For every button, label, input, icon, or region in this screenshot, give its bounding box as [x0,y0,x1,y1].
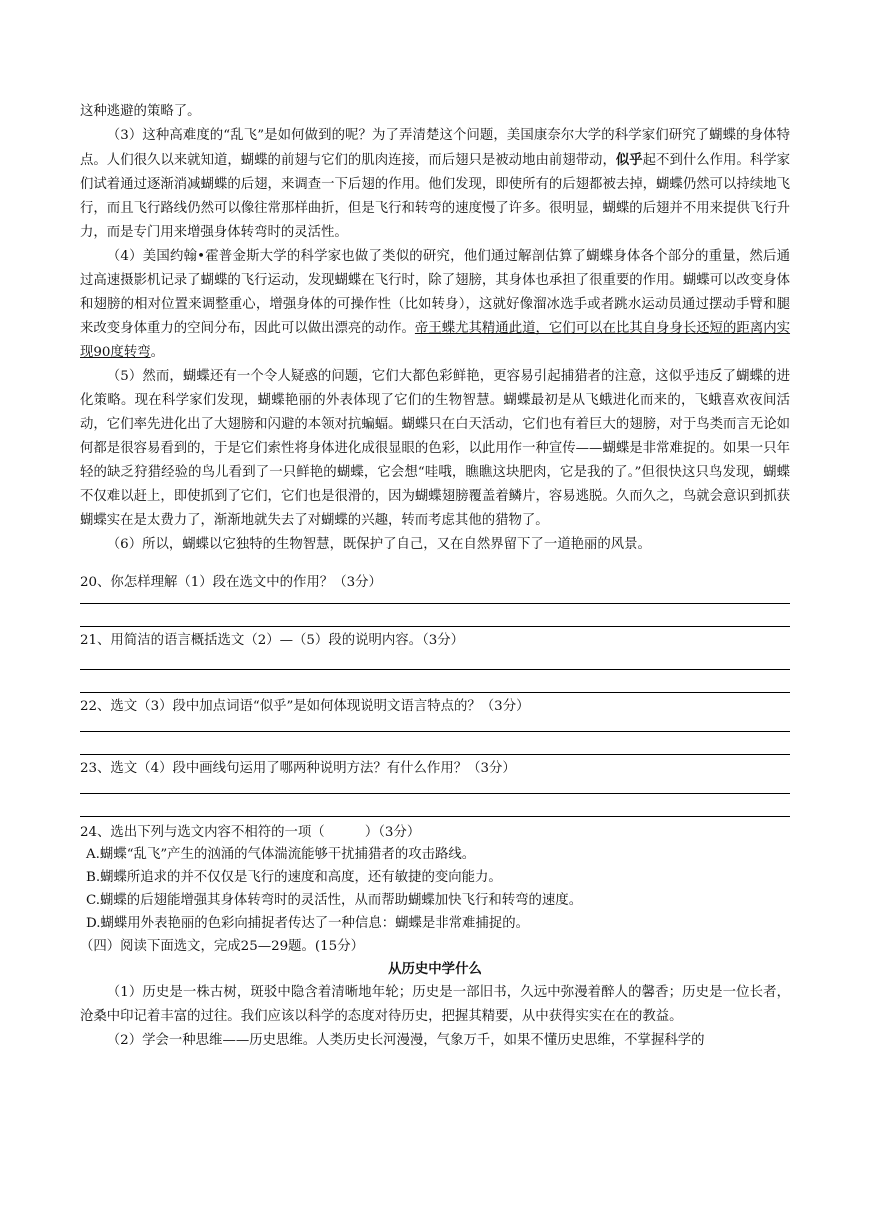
dotted-word-sihu: 似乎 [615,152,643,168]
passage-paragraph-0: 这种逃避的策略了。 [80,104,201,119]
question-23: 23、选文（4）段中画线句运用了哪两种说明方法？有什么作用？（3分） [80,761,516,776]
option-b[interactable]: B.蝴蝶所追求的并不仅仅是飞行的速度和高度，还有敏捷的变向能力。 [86,870,502,885]
section-4-intro: （四）阅读下面选文，完成25—29题。(15分） [80,939,364,954]
paragraph-3-text-b: 起不到什么作用。科学家们试着通过逐渐消减蝴蝶的后翅，来调查一下后翅的作用。他们发现，即使所有的后翅都被去掉，蝴蝶仍然可以持续地飞行，而且飞行路线仍然可以像往常那样曲折，但是飞行和转弯的速度慢了许多。很明显，蝴蝶的后翅并不用来提供飞行升力，而是专门用来增强身体转弯时的灵活性。 [80,153,791,240]
article-title: 从历史中学什么 [388,962,482,977]
question-24: 24、选出下列与选文内容不相符的一项（ ）（3分） [80,825,421,840]
question-21: 21、用简洁的语言概括选文（2）—（5）段的说明内容。（3分） [80,633,465,648]
passage-paragraph-6: （6）所以，蝴蝶以它独特的生物智慧，既保护了自己，又在自然界留下了一道艳丽的风景。 [106,537,651,552]
paragraph-4-end: 。 [150,345,164,360]
paragraph-4-text: （4）美国约翰•霍普金斯大学的科学家也做了类似的研究，他们通过解剖估算了蝴蝶身体各个部分的重量，然后通过高速摄影机记录了蝴蝶的飞行运动，发现蝴蝶在飞行时，除了翅膀，其身体也承担了很重要的作用。蝴蝶可以改变身体和翅膀的相对位置来调整重心，增强身体的可操作性（比如转身），这就好像溜冰选手或者跳水运动员通过摆动手臂和腿来改变身体重力的空间分布，因此可以做出漂亮的动作。 [80,249,790,336]
option-d[interactable]: D.蝴蝶用外表艳丽的色彩向捕捉者传达了一种信息：蝴蝶是非常难捕捉的。 [86,916,530,931]
section-4-paragraph-1: （1）历史是一株古树，斑驳中隐含着清晰地年轮；历史是一部旧书，久远中弥漫着醉人的馨香；历史是一位长者，沧桑中印记着丰富的过往。我们应该以科学的态度对待历史，把握其精要，从中获得实实在在的教益。 [80,985,790,1024]
section-4-paragraph-2: （2）学会一种思维——历史思维。人类历史长河漫漫，气象万千，如果不懂历史思维，不掌握科学的 [106,1033,705,1048]
paragraph-3-text-a: （3）这种高难度的“乱飞”是如何做到的呢？为了弄清楚这个问题，美国康奈尔大学的科学家们研究了蝴蝶的身体特点。人们很久以来就知道，蝴蝶的前翅与它们的肌肉连接，而后翅只是被动地由前翅带动， [80,128,790,168]
question-22: 22、选文（3）段中加点词语“似乎”是如何体现说明文语言特点的？（3分） [80,699,530,714]
passage-paragraph-5: （5）然而，蝴蝶还有一个令人疑惑的问题，它们大都色彩鲜艳，更容易引起捕猎者的注意，这似乎违反了蝴蝶的进化策略。现在科学家们发现，蝴蝶艳丽的外表体现了它们的生物智慧。蝴蝶最初是从飞蛾进化而来的，飞蛾喜欢夜间活动，它们率先进化出了大翅膀和闪避的本领对抗蝙蝠。蝴蝶只在白天活动，它们也有着巨大的翅膀，对于鸟类而言无论如何都是很容易看到的，于是它们索性将身体进化成很显眼的色彩，以此用作一种宣传——蝴蝶是非常难捉的。如果一只年轻的缺乏狩猎经验的鸟儿看到了一只鲜艳的蝴蝶，它会想“哇哦，瞧瞧这块肥肉，它是我的了。”但很快这只鸟发现，蝴蝶不仅难以赶上，即使抓到了它们，它们也是很滑的，因为蝴蝶翅膀覆盖着鳞片，容易逃脱。久而久之，鸟就会意识到抓获蝴蝶实在是太费力了，渐渐地就失去了对蝴蝶的兴趣，转而考虑其他的猎物了。 [80,369,790,528]
option-a[interactable]: A.蝴蝶“乱飞”产生的汹涌的气体湍流能够干扰捕猎者的攻击路线。 [86,847,476,862]
passage-paragraph-4 [80,245,790,365]
option-c[interactable]: C.蝴蝶的后翅能增强其身体转弯时的灵活性，从而帮助蝴蝶加快飞行和转弯的速度。 [86,893,583,908]
underlined-sentence: 帝王蝶尤其精通此道，它们可以在比其自身身长还短的距离内实现90度转弯 [80,321,791,360]
passage-paragraph-3 [80,124,790,245]
question-20: 20、你怎样理解（1）段在选文中的作用？（3分） [80,575,382,590]
exam-page [80,100,790,1053]
